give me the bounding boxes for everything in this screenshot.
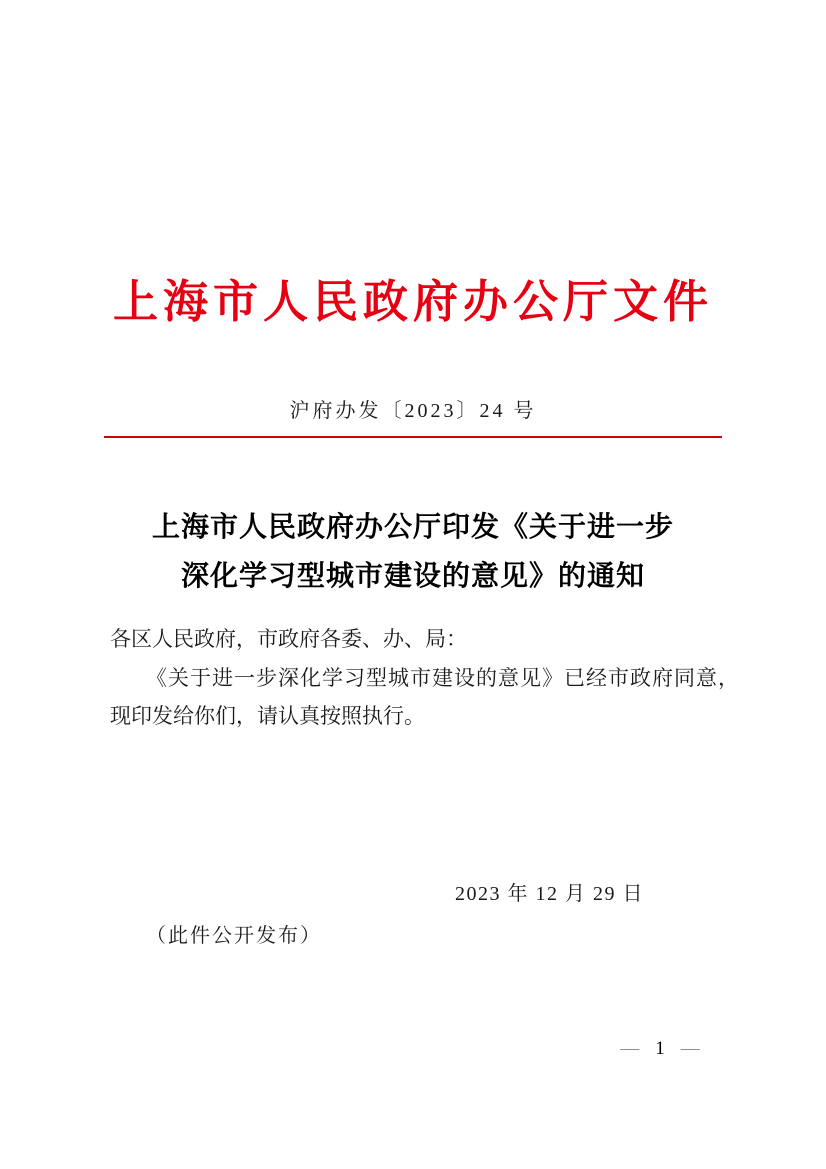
notice-title-line-1: 上海市人民政府办公厅印发《关于进一步	[151, 511, 674, 542]
notice-salutation: 各区人民政府，市政府各委、办、局：	[110, 627, 467, 651]
notice-title	[0, 502, 826, 600]
page-number-left-dash: —	[620, 1038, 640, 1059]
notice-body-line-2: 现印发给你们，请认真按照执行。	[110, 704, 425, 728]
document-number: 沪府办发〔2023〕24 号	[289, 400, 537, 422]
page-number-right-dash: —	[680, 1038, 700, 1059]
letterhead-org-title: 上海市人民政府办公厅文件	[112, 277, 713, 327]
page-number: 1	[655, 1038, 665, 1059]
notice-body-line-1: 《关于进一步深化学习型城市建设的意见》已经市政府同意，	[146, 666, 740, 690]
notice-title-line-2: 深化学习型城市建设的意见》的通知	[180, 560, 645, 591]
public-release-note: （此件公开发布）	[146, 925, 322, 947]
notice-date: 2023 年 12 月 29 日	[455, 883, 644, 905]
page-number-footer	[560, 1038, 760, 1060]
letterhead-divider-line	[104, 436, 722, 438]
